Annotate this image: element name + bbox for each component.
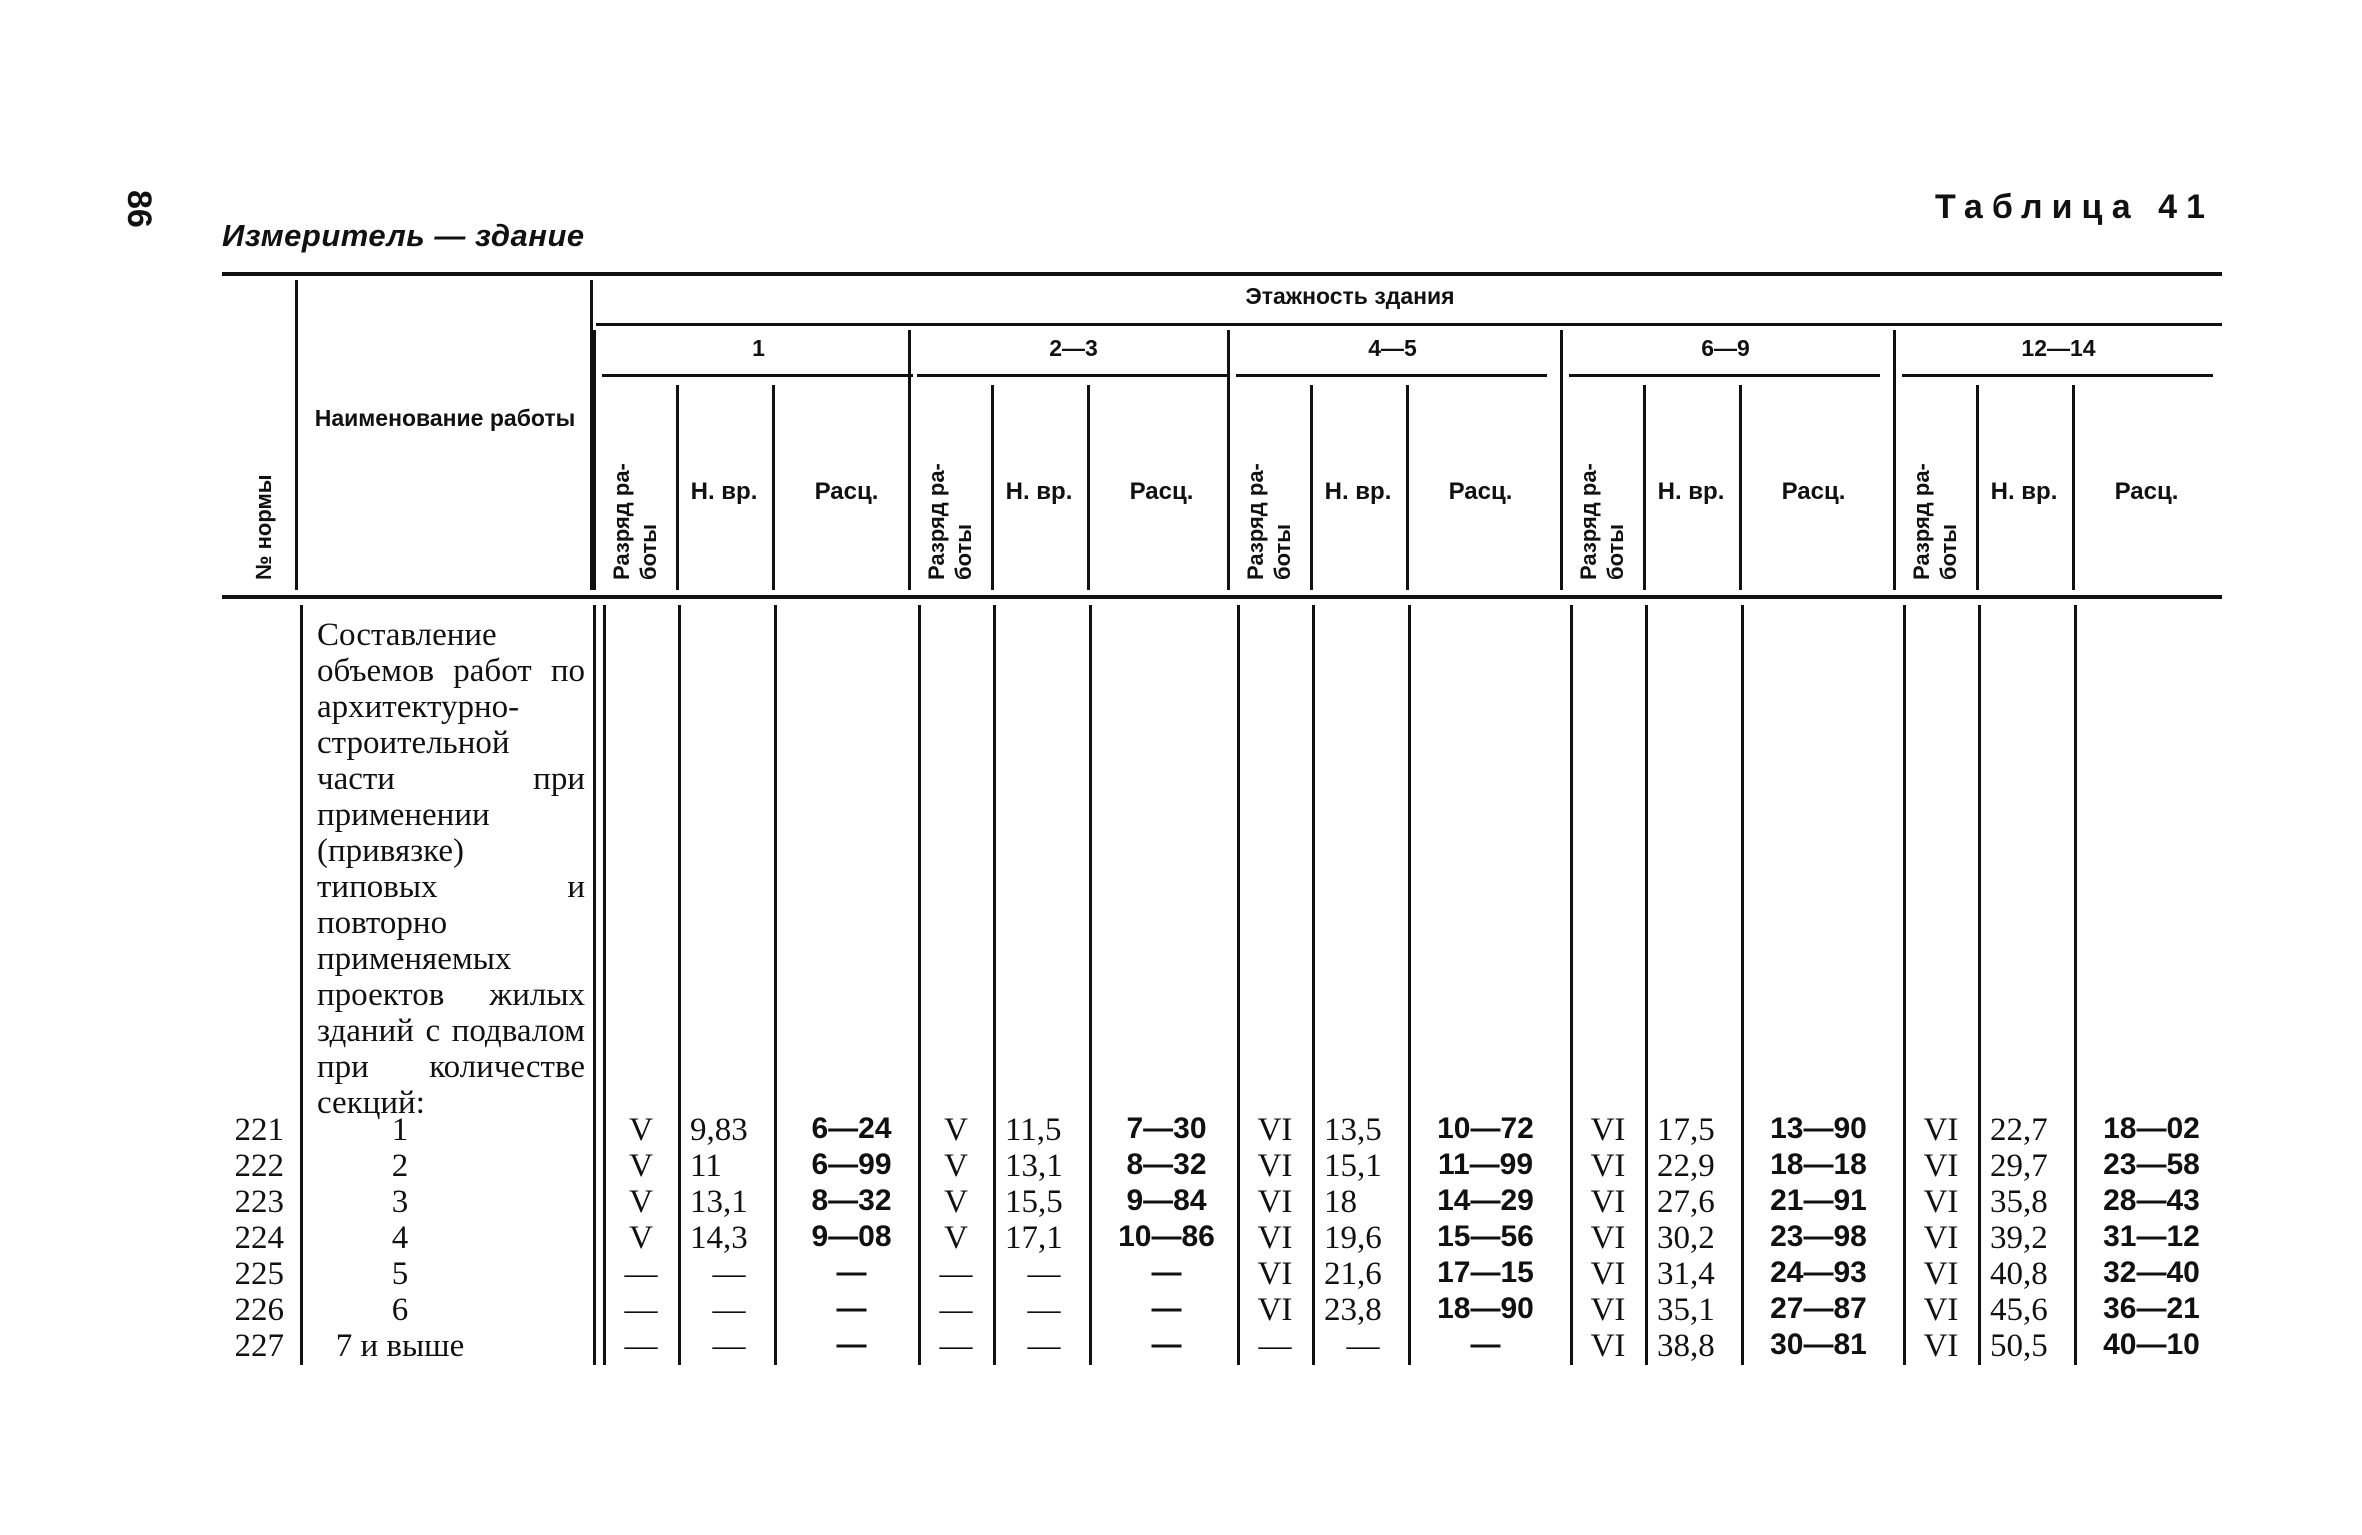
- rate-cell: 6—99: [811, 1148, 892, 1181]
- norm-number-header: № нормы: [251, 474, 276, 580]
- rate-cell: —: [1470, 1328, 1501, 1361]
- grade-header: Разряд ра- боты: [1909, 463, 1961, 580]
- grade-header: Разряд ра- боты: [609, 463, 661, 580]
- rate-cell: 40—10: [2103, 1328, 2200, 1361]
- table-row: [0, 1148, 2362, 1185]
- rate-cell: 8—32: [1126, 1148, 1207, 1181]
- column-divider: [1893, 330, 1896, 590]
- grade-cell: VI: [1257, 1148, 1293, 1184]
- rate-cell: —: [836, 1292, 867, 1325]
- norm-number: 222: [234, 1148, 284, 1184]
- work-name-header: Наименование работы: [314, 405, 576, 431]
- group-underline: [917, 374, 1228, 377]
- norm-number: 226: [234, 1292, 284, 1328]
- rate-cell: —: [1151, 1256, 1182, 1289]
- table-row: [0, 1112, 2362, 1149]
- rate-cell: 6—24: [811, 1112, 892, 1145]
- rate-cell: 13—90: [1770, 1112, 1867, 1145]
- grade-cell: V: [629, 1220, 653, 1256]
- time-norm-cell: —: [1027, 1328, 1061, 1364]
- grade-cell: V: [944, 1220, 968, 1256]
- rate-cell: 14—29: [1437, 1184, 1534, 1217]
- table-row: [0, 1220, 2362, 1257]
- rate-cell: 18—18: [1770, 1148, 1867, 1181]
- grade-cell: VI: [1923, 1256, 1959, 1292]
- grade-header: Разряд ра- боты: [924, 463, 976, 580]
- rate-cell: 10—86: [1118, 1220, 1215, 1253]
- grade-cell: —: [1258, 1328, 1292, 1364]
- grade-cell: VI: [1923, 1292, 1959, 1328]
- group-underline: [1902, 374, 2213, 377]
- time-norm-cell: 27,6: [1657, 1184, 1715, 1220]
- grade-cell: —: [624, 1328, 658, 1364]
- time-norm-cell: 17,5: [1657, 1112, 1715, 1148]
- grade-cell: V: [629, 1112, 653, 1148]
- grade-cell: —: [939, 1328, 973, 1364]
- header-bottom-rule: [222, 595, 2222, 599]
- storeys-header: Этажность здания: [1245, 283, 1455, 309]
- grade-cell: VI: [1923, 1184, 1959, 1220]
- rate-cell: 18—02: [2103, 1112, 2200, 1145]
- rate-cell: 7—30: [1126, 1112, 1207, 1145]
- rate-cell: 15—56: [1437, 1220, 1534, 1253]
- rate-header: Расц.: [2114, 478, 2179, 505]
- sections-count: 2: [391, 1148, 409, 1184]
- grade-cell: VI: [1257, 1256, 1293, 1292]
- grade-cell: VI: [1257, 1184, 1293, 1220]
- time-norm-header: Н. вр.: [690, 478, 758, 505]
- time-norm-header: Н. вр.: [1324, 478, 1392, 505]
- time-norm-cell: 45,6: [1990, 1292, 2048, 1328]
- rate-cell: 28—43: [2103, 1184, 2200, 1217]
- time-norm-cell: 11: [690, 1148, 722, 1184]
- grade-cell: V: [944, 1148, 968, 1184]
- grade-cell: VI: [1590, 1112, 1626, 1148]
- grade-cell: —: [624, 1292, 658, 1328]
- time-norm-cell: 13,1: [1005, 1148, 1063, 1184]
- time-norm-cell: 31,4: [1657, 1256, 1715, 1292]
- time-norm-cell: 22,9: [1657, 1148, 1715, 1184]
- grade-cell: VI: [1590, 1292, 1626, 1328]
- time-norm-cell: 38,8: [1657, 1328, 1715, 1364]
- rate-cell: 10—72: [1437, 1112, 1534, 1145]
- column-divider: [295, 280, 298, 590]
- time-norm-cell: 50,5: [1990, 1328, 2048, 1364]
- table-row: [0, 1292, 2362, 1329]
- rate-cell: 31—12: [2103, 1220, 2200, 1253]
- time-norm-cell: —: [1346, 1328, 1380, 1364]
- grade-header: Разряд ра- боты: [1576, 463, 1628, 580]
- norm-number: 225: [234, 1256, 284, 1292]
- norm-number: 224: [234, 1220, 284, 1256]
- storeys-group-header: 2—3: [1049, 335, 1098, 361]
- grade-cell: VI: [1590, 1148, 1626, 1184]
- grade-cell: VI: [1923, 1112, 1959, 1148]
- work-description: Составление объемов работ по архитектурно-строительной части при применении (привязке) типовых и повторно применяемых проектов жилых зданий с подвалом при количестве секций:: [317, 617, 585, 1121]
- norm-number: 223: [234, 1184, 284, 1220]
- sections-count: 3: [391, 1184, 409, 1220]
- group-underline: [602, 374, 913, 377]
- grade-cell: VI: [1257, 1112, 1293, 1148]
- storeys-group-header: 4—5: [1368, 335, 1417, 361]
- rate-cell: 8—32: [811, 1184, 892, 1217]
- time-norm-cell: —: [712, 1292, 746, 1328]
- column-divider: [908, 330, 911, 590]
- rate-header: Расц.: [1448, 478, 1513, 505]
- grade-cell: V: [629, 1148, 653, 1184]
- time-norm-cell: 29,7: [1990, 1148, 2048, 1184]
- grade-cell: —: [939, 1292, 973, 1328]
- table-row: [0, 1256, 2362, 1293]
- grade-cell: —: [624, 1256, 658, 1292]
- rate-cell: —: [836, 1256, 867, 1289]
- group-underline: [1569, 374, 1880, 377]
- rate-cell: —: [1151, 1292, 1182, 1325]
- rate-cell: 9—84: [1126, 1184, 1207, 1217]
- rate-cell: 36—21: [2103, 1292, 2200, 1325]
- time-norm-cell: 13,1: [690, 1184, 748, 1220]
- grade-cell: V: [944, 1184, 968, 1220]
- table-row: [0, 1184, 2362, 1221]
- rate-cell: 17—15: [1437, 1256, 1534, 1289]
- grade-cell: VI: [1590, 1220, 1626, 1256]
- sections-count: 1: [391, 1112, 409, 1148]
- page-number: 86: [120, 190, 158, 228]
- rate-cell: 21—91: [1770, 1184, 1867, 1217]
- storeys-group-header: 12—14: [2021, 335, 2096, 361]
- sections-count: 6: [391, 1292, 409, 1328]
- time-norm-cell: —: [712, 1256, 746, 1292]
- storeys-group-header: 6—9: [1701, 335, 1750, 361]
- rate-cell: 11—99: [1437, 1148, 1534, 1181]
- rate-cell: —: [1151, 1328, 1182, 1361]
- column-divider: [1227, 330, 1230, 590]
- time-norm-cell: —: [712, 1328, 746, 1364]
- rate-header: Расц.: [1129, 478, 1194, 505]
- time-norm-cell: 40,8: [1990, 1256, 2048, 1292]
- time-norm-header: Н. вр.: [1005, 478, 1073, 505]
- rate-cell: 24—93: [1770, 1256, 1867, 1289]
- rate-cell: 23—98: [1770, 1220, 1867, 1253]
- sections-count: 7 и выше: [335, 1328, 465, 1364]
- time-norm-cell: 11,5: [1005, 1112, 1062, 1148]
- rate-cell: 18—90: [1437, 1292, 1534, 1325]
- norm-number: 227: [234, 1328, 284, 1364]
- table-top-rule: [222, 272, 2222, 276]
- column-divider: [1560, 330, 1563, 590]
- grade-header: Разряд ра- боты: [1243, 463, 1295, 580]
- sections-count: 5: [391, 1256, 409, 1292]
- rate-cell: 9—08: [811, 1220, 892, 1253]
- grade-cell: V: [944, 1112, 968, 1148]
- grade-cell: VI: [1590, 1328, 1626, 1364]
- storeys-group-header: 1: [752, 335, 765, 361]
- grade-cell: —: [939, 1256, 973, 1292]
- sections-count: 4: [391, 1220, 409, 1256]
- rate-header: Расц.: [1781, 478, 1846, 505]
- time-norm-cell: 15,1: [1324, 1148, 1382, 1184]
- time-norm-cell: 39,2: [1990, 1220, 2048, 1256]
- table-row: [0, 1328, 2362, 1365]
- rate-cell: 30—81: [1770, 1328, 1867, 1361]
- grade-cell: V: [629, 1184, 653, 1220]
- time-norm-header: Н. вр.: [1990, 478, 2058, 505]
- time-norm-cell: 17,1: [1005, 1220, 1063, 1256]
- time-norm-cell: 13,5: [1324, 1112, 1382, 1148]
- grade-cell: VI: [1257, 1292, 1293, 1328]
- time-norm-cell: 9,83: [690, 1112, 748, 1148]
- rate-cell: 23—58: [2103, 1148, 2200, 1181]
- time-norm-cell: —: [1027, 1292, 1061, 1328]
- grade-cell: VI: [1590, 1184, 1626, 1220]
- norm-number: 221: [234, 1112, 284, 1148]
- rate-cell: —: [836, 1328, 867, 1361]
- time-norm-cell: 30,2: [1657, 1220, 1715, 1256]
- time-norm-cell: 22,7: [1990, 1112, 2048, 1148]
- rate-cell: 32—40: [2103, 1256, 2200, 1289]
- grade-cell: VI: [1590, 1256, 1626, 1292]
- rate-header: Расц.: [814, 478, 879, 505]
- grade-cell: VI: [1923, 1148, 1959, 1184]
- time-norm-cell: 21,6: [1324, 1256, 1382, 1292]
- time-norm-header: Н. вр.: [1657, 478, 1725, 505]
- grade-cell: VI: [1923, 1220, 1959, 1256]
- grade-cell: VI: [1923, 1328, 1959, 1364]
- time-norm-cell: 19,6: [1324, 1220, 1382, 1256]
- rate-cell: 27—87: [1770, 1292, 1867, 1325]
- time-norm-cell: 18: [1324, 1184, 1357, 1220]
- measure-caption: Измеритель — здание: [222, 218, 585, 253]
- time-norm-cell: 23,8: [1324, 1292, 1382, 1328]
- time-norm-cell: 35,8: [1990, 1184, 2048, 1220]
- grade-cell: VI: [1257, 1220, 1293, 1256]
- time-norm-cell: 15,5: [1005, 1184, 1063, 1220]
- storeys-rule: [596, 323, 2222, 326]
- group-underline: [1236, 374, 1547, 377]
- time-norm-cell: 35,1: [1657, 1292, 1715, 1328]
- time-norm-cell: 14,3: [690, 1220, 748, 1256]
- time-norm-cell: —: [1027, 1256, 1061, 1292]
- column-divider: [593, 330, 596, 590]
- table-title: Таблица 41: [1935, 188, 2214, 226]
